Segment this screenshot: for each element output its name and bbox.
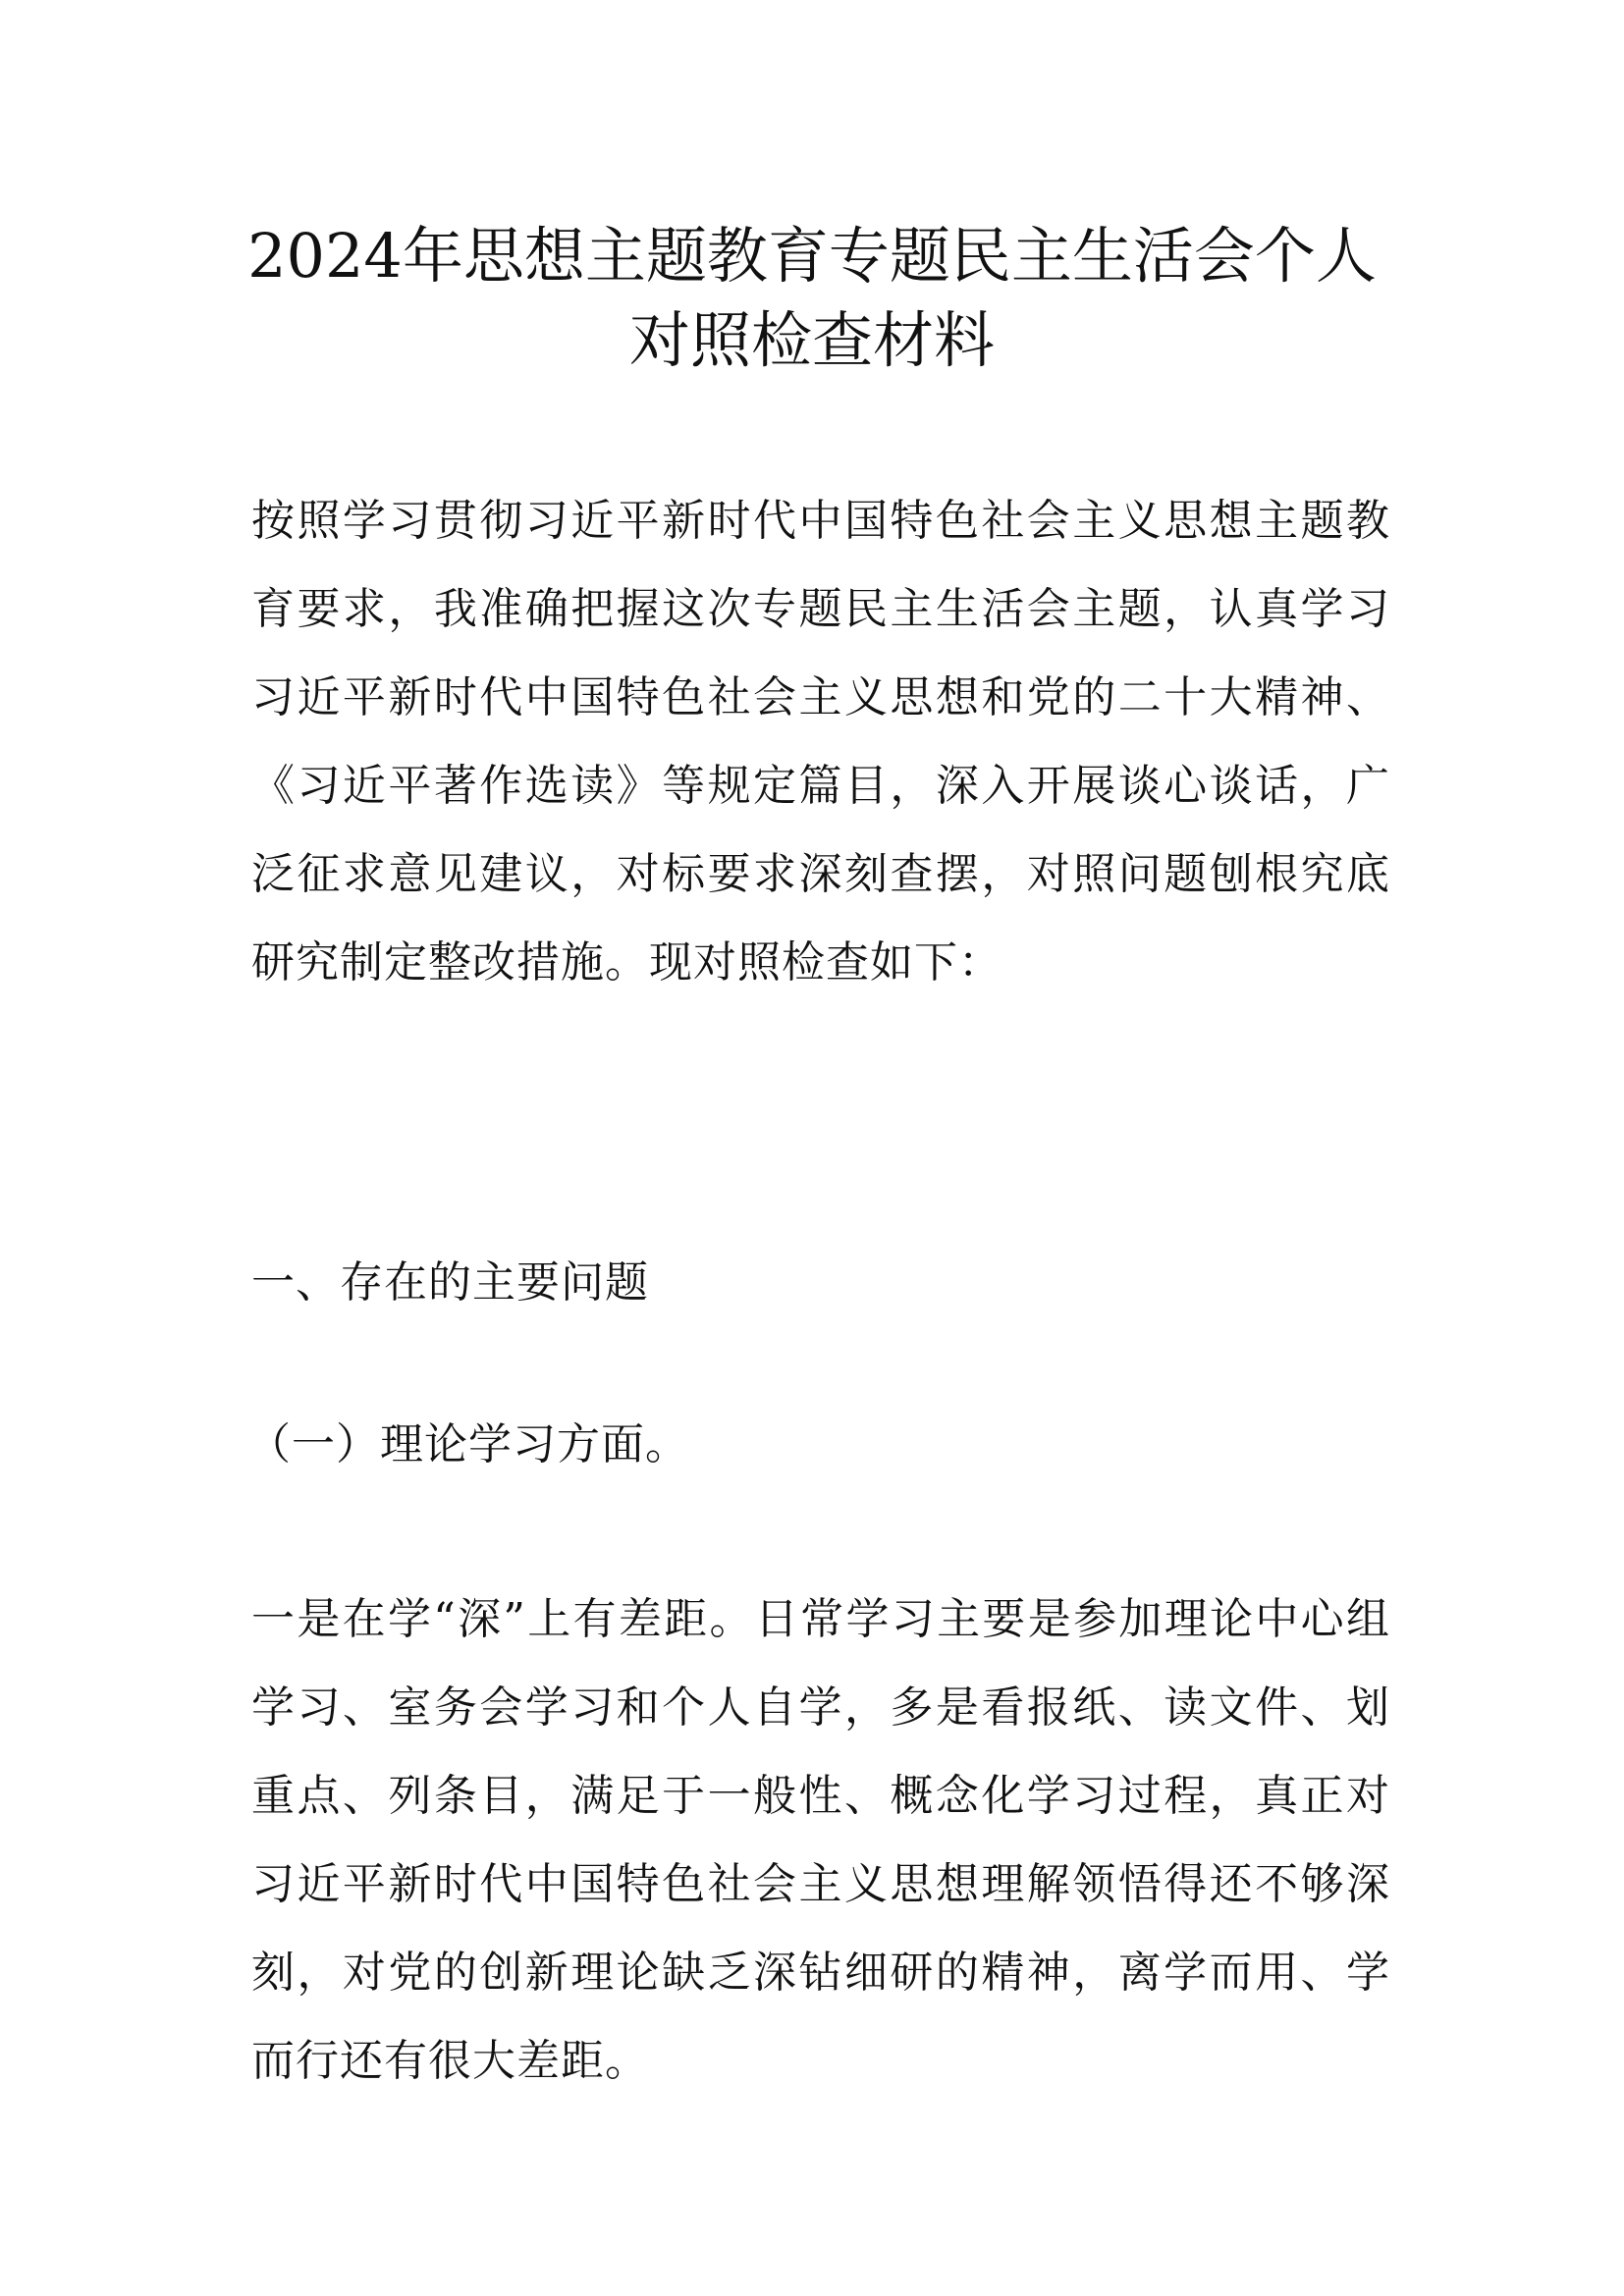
sub-heading: （一）理论学习方面。 (247, 1419, 689, 1469)
section-heading: 一、存在的主要问题 (251, 1257, 649, 1308)
intro-paragraph: 按照学习贯彻习近平新时代中国特色社会主义思想主题教育要求，我准确把握这次专题民主生活会主题，认真学习习近平新时代中国特色社会主义思想和党的二十大精神、《习近平著作选读》等规定篇目，深入开展谈心谈话，广泛征求意见建议，对标要求深刻查摆，对照问题刨根究底研究制定整改措施。现对照检查如下： (251, 496, 1390, 988)
document-title: 2024年思想主题教育专题民主生活会个人对照检查材料 (247, 220, 1377, 376)
point-one-paragraph: 一是在学“深”上有差距。日常学习主要是参加理论中心组学习、室务会学习和个人自学，多是看报纸、读文件、划重点、列条目，满足于一般性、概念化学习过程，真正对习近平新时代中国特色社会主义思想理解领悟得还不够深刻，对党的创新理论缺乏深钻细研的精神，离学而用、学而行还有很大差距。 (251, 1594, 1390, 2086)
